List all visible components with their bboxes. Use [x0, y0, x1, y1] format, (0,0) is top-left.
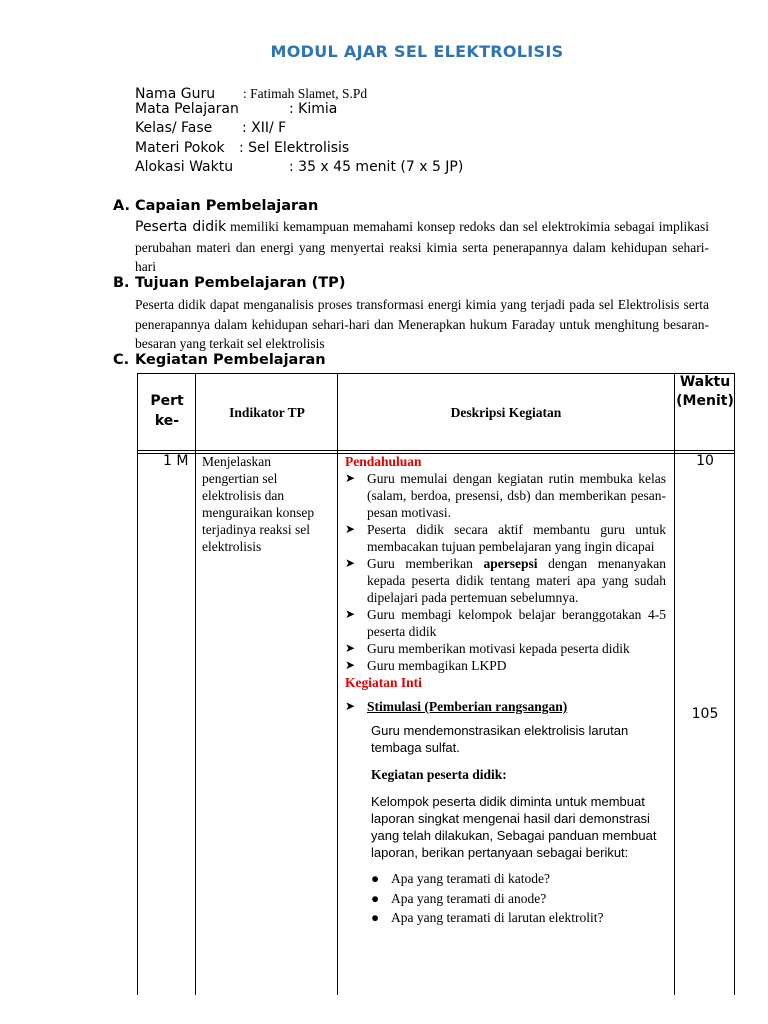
pendahuluan-label: Pendahuluan — [345, 454, 422, 469]
section-a-title: Capaian Pembelajaran — [135, 198, 319, 214]
arrow-bullet-icon: ➤ — [345, 556, 356, 570]
list-item-text: Guru membagikan LKPD — [367, 658, 507, 673]
section-a-heading — [113, 198, 318, 214]
list-item — [345, 657, 666, 674]
info-materi-label: Materi Pokok — [135, 140, 225, 156]
kegiatan-peserta-text: Kelompok peserta didik diminta untuk membuat laporan singkat mengenai hasil dari demonstrasi yang telah dilakukan, Sebagai panduan membuat laporan, berikan pertanyaan sebagai berikut: — [371, 794, 657, 860]
list-item — [371, 889, 666, 909]
question-text: Apa yang teramati di katode? — [391, 871, 550, 886]
info-materi-value: : Sel Elektrolisis — [239, 140, 350, 156]
bullet-dot-icon: ● — [371, 910, 380, 925]
row1-pert-value: 1 M — [163, 453, 189, 469]
info-guru-label: Nama Guru — [135, 86, 216, 102]
question-text: Apa yang teramati di larutan elektrolit? — [391, 910, 604, 925]
list-item-text: Guru membagi kelompok belajar beranggotakan 4-5 peserta didik — [367, 607, 666, 639]
info-alokasi-value: : 35 x 45 menit (7 x 5 JP) — [289, 159, 464, 175]
info-alokasi — [135, 158, 463, 177]
section-a-text — [135, 217, 709, 277]
table-border-left — [137, 373, 138, 995]
section-a-body: memiliki kemampuan memahami konsep redoks dan sel elektrokimia sebagai implikasi perubahan materi dan energi yang menyertai reaksi kimia serta penerapannya dalam kehidupan sehari-hari — [135, 219, 709, 274]
section-b-heading — [113, 275, 345, 291]
table-col-divider — [195, 373, 196, 995]
stimulasi-label: Stimulasi (Pemberian rangsangan) — [367, 699, 568, 714]
section-b-title: Tujuan Pembelajaran (TP) — [135, 275, 346, 291]
header-deskripsi: Deskripsi Kegiatan — [450, 405, 562, 420]
arrow-bullet-icon: ➤ — [345, 641, 356, 655]
list-item — [345, 470, 666, 521]
header-pert: Pert ke- — [150, 393, 184, 429]
list-item-text: Peserta didik secara aktif membantu guru untuk membacakan tujuan pembelajaran yang ingin dicapai — [367, 522, 666, 554]
arrow-bullet-icon: ➤ — [345, 658, 356, 672]
section-c-heading — [113, 352, 326, 368]
info-mapel — [135, 100, 337, 119]
info-alokasi-label: Alokasi Waktu — [135, 159, 234, 175]
row1-indikator: Menjelaskan pengertian sel elektrolisis dan menguraikan konsep terjadinya reaksi sel elektrolisis — [202, 454, 315, 554]
question-list — [345, 869, 666, 928]
list-item — [371, 908, 666, 928]
info-guru-value: : Fatimah Slamet, S.Pd — [243, 86, 368, 101]
info-kelas-value: : XII/ F — [242, 120, 287, 136]
row1-pert — [163, 453, 188, 470]
section-c-title: Kegiatan Pembelajaran — [135, 352, 326, 368]
row1-waktu-inti: 105 — [691, 706, 719, 722]
header-waktu: Waktu (Menit) — [676, 374, 734, 409]
list-item-text: Guru memberikan motivasi kepada peserta didik — [367, 641, 630, 656]
row1-waktu-pendahuluan: 10 — [696, 453, 714, 469]
activity-table — [137, 373, 735, 995]
bullet-dot-icon: ● — [371, 890, 380, 906]
header-indikator: Indikator TP — [229, 405, 305, 420]
arrow-bullet-icon: ➤ — [345, 699, 356, 713]
section-b-text: Peserta didik dapat menganalisis proses transformasi energi kimia yang terjadi pada sel Elektrolisis serta penerapannya dalam kehidupan sehari-hari dan Menerapkan hukum Faraday untuk menghitung besaran-besaran yang terkait sel elektrolisis — [135, 297, 709, 351]
apersepsi-term: apersepsi — [483, 556, 538, 571]
info-kelas — [135, 119, 286, 138]
info-mapel-label: Mata Pelajaran — [135, 101, 239, 117]
list-item — [345, 555, 666, 606]
list-item-text: Guru memulai dengan kegiatan rutin membuka kelas (salam, berdoa, presensi, dsb) dan memberikan pesan- pesan motivasi. — [367, 471, 666, 520]
info-materi — [135, 139, 349, 158]
arrow-bullet-icon: ➤ — [345, 471, 356, 485]
section-c-letter: C. — [113, 352, 130, 368]
list-item — [345, 640, 666, 657]
table-col-divider — [337, 373, 338, 995]
stimulasi-heading — [345, 698, 666, 715]
list-item-text: Guru memberikan apersepsi dengan menanyakan kepada peserta didik tentang materi apa yang sudah dipelajari pada pertemuan sebelumnya. — [367, 556, 667, 605]
info-kelas-label: Kelas/ Fase — [135, 120, 213, 136]
table-border-top — [137, 373, 735, 374]
question-text: Apa yang teramati di anode? — [391, 890, 547, 906]
page-title: MODUL AJAR SEL ELEKTROLISIS — [270, 42, 564, 61]
row1-deskripsi — [345, 453, 666, 928]
arrow-bullet-icon: ➤ — [345, 607, 356, 621]
section-a-letter: A. — [113, 198, 130, 214]
list-item — [345, 606, 666, 640]
info-mapel-value: : Kimia — [289, 101, 338, 117]
arrow-bullet-icon: ➤ — [345, 522, 356, 536]
stimulasi-text: Guru mendemonstrasikan elektrolisis larutan tembaga sulfat. — [371, 723, 629, 755]
kegiatan-inti-label: Kegiatan Inti — [345, 675, 422, 690]
list-item — [371, 869, 666, 889]
table-header-divider — [137, 450, 735, 451]
kegiatan-peserta-label: Kegiatan peserta didik: — [371, 767, 507, 782]
bullet-dot-icon: ● — [371, 871, 380, 886]
section-a-lead: Peserta didik — [135, 219, 227, 235]
list-item — [345, 521, 666, 555]
section-b-letter: B. — [113, 275, 130, 291]
